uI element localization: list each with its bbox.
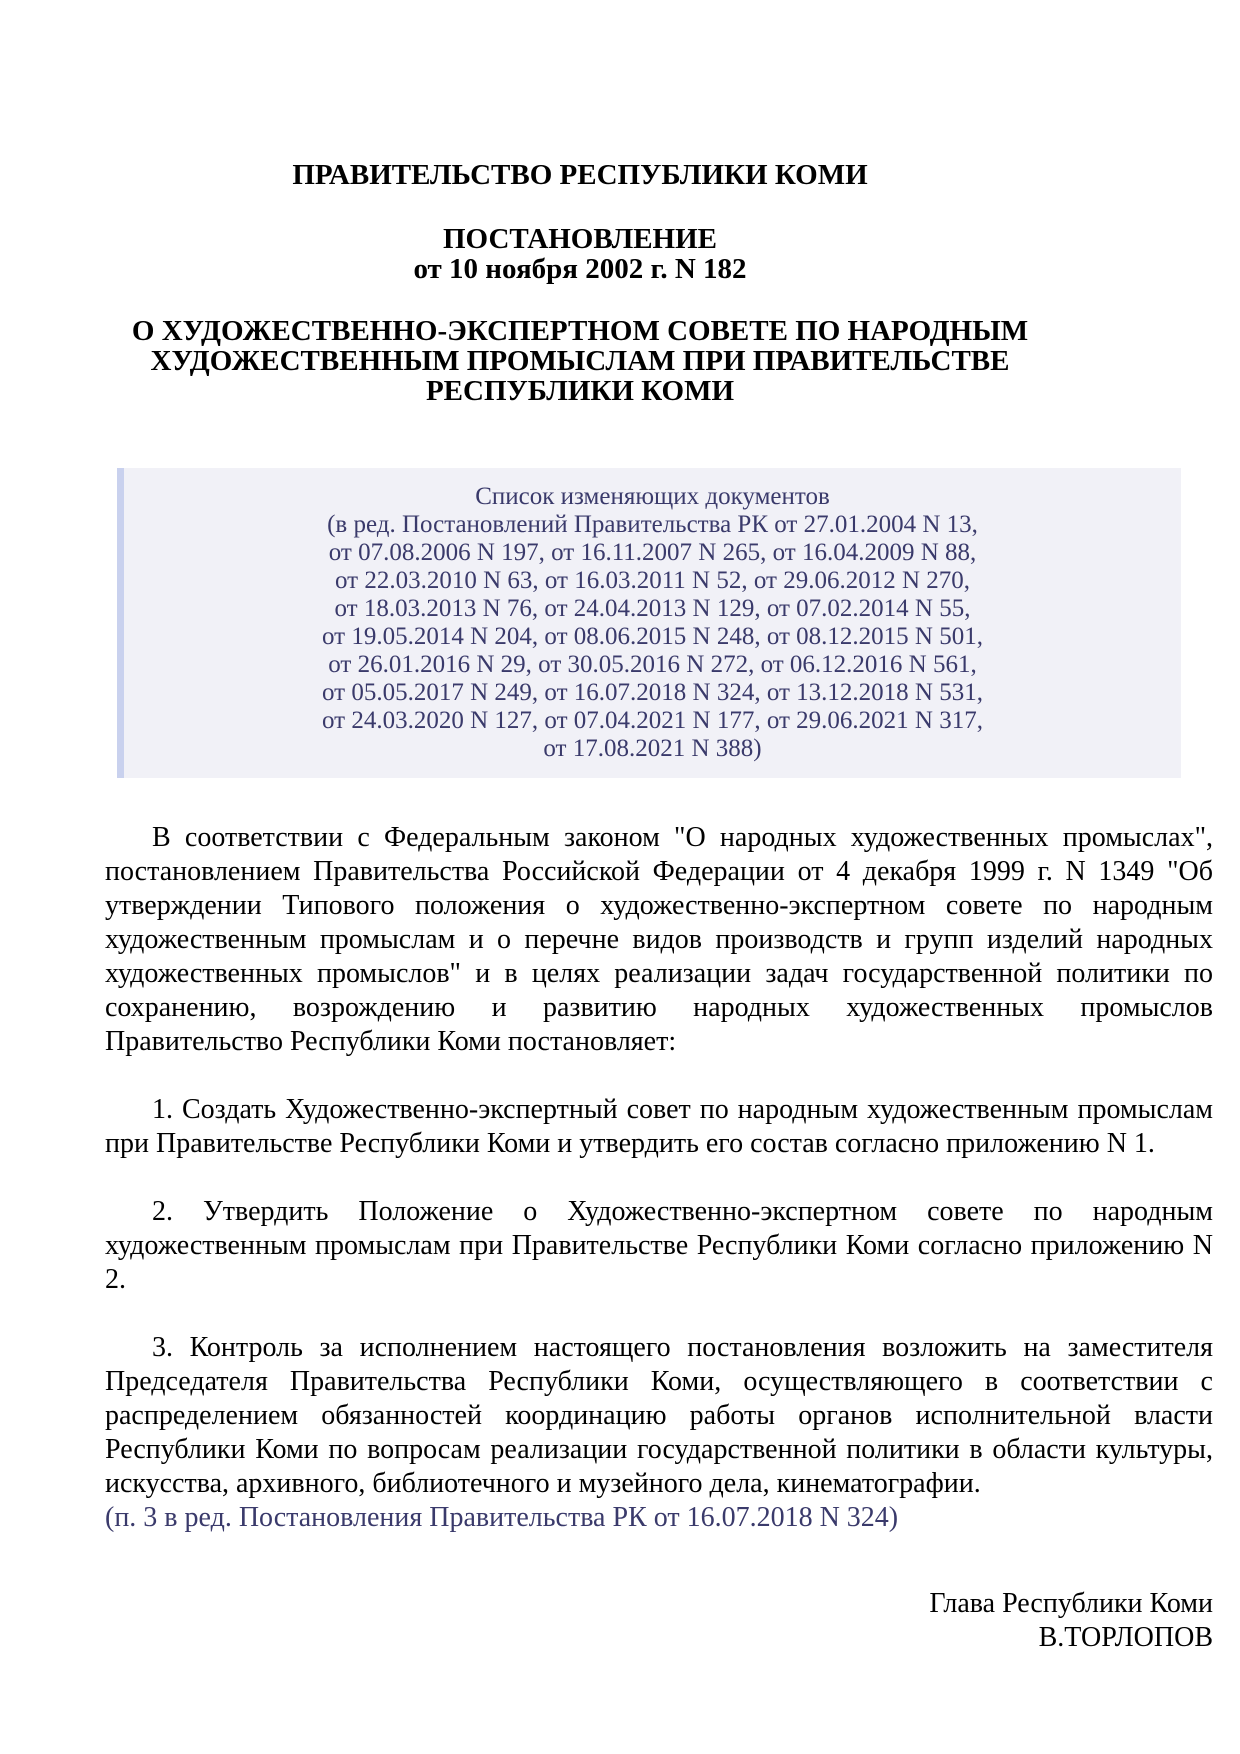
signature-block (105, 1587, 1213, 1655)
amendments-line: от 05.05.2017 N 249, от 16.07.2018 N 324, от 13.12.2018 N 531, (322, 679, 983, 706)
paragraph-item-2: 2. Утвердить Положение о Художественно-экспертном совете по народным художественным промыслам при Правительстве Республики Коми согласно приложению N 2. (105, 1196, 1213, 1295)
paragraph-item-1: 1. Создать Художественно-экспертный совет по народным художественным промыслам при Правительстве Республики Коми и утвердить его состав согласно приложению N 1. (105, 1094, 1213, 1159)
document-content (105, 0, 1213, 1655)
paragraph-item-3: 3. Контроль за исполнением настоящего постановления возложить на заместителя Председателя Правительства Республики Коми, осуществляющего в соответствии с распределением обязанностей координацию работы органов исполнительной власти Республики Коми по вопросам реализации государственной политики в области культуры, искусства, архивного, библиотечного и музейного дела, кинематографии. (105, 1332, 1213, 1499)
document-title-line: ХУДОЖЕСТВЕННЫМ ПРОМЫСЛАМ ПРИ ПРАВИТЕЛЬСТВЕ (150, 345, 1010, 377)
document-title-line: О ХУДОЖЕСТВЕННО-ЭКСПЕРТНОМ СОВЕТЕ ПО НАРОДНЫМ (131, 315, 1029, 347)
amendment-note: (п. 3 в ред. Постановления Правительства РК от 16.07.2018 N 324) (105, 1502, 899, 1533)
document-date-number: от 10 ноября 2002 г. N 182 (413, 253, 747, 285)
amendments-line: от 07.08.2006 N 197, от 16.11.2007 N 265, от 16.04.2009 N 88, (328, 539, 977, 566)
amendments-box (117, 468, 1181, 778)
document-title-line: РЕСПУБЛИКИ КОМИ (425, 375, 735, 407)
document-type: ПОСТАНОВЛЕНИЕ (442, 223, 717, 255)
document-title (105, 316, 1055, 406)
signature-name: В.ТОРЛОПОВ (1038, 1622, 1213, 1653)
amendments-line: от 18.03.2013 N 76, от 24.04.2013 N 129, от 07.02.2014 N 55, (334, 595, 971, 622)
amendments-line: от 22.03.2010 N 63, от 16.03.2011 N 52, от 29.06.2012 N 270, (334, 567, 971, 594)
title-block (105, 160, 1055, 406)
amendments-box-title: Список изменяющих документов (475, 483, 830, 510)
amendments-line: (в ред. Постановлений Правительства РК от 27.01.2004 N 13, (327, 511, 978, 538)
signature-position: Глава Республики Коми (929, 1588, 1213, 1619)
amendments-line: от 17.08.2021 N 388) (543, 735, 762, 762)
amendments-line: от 24.03.2020 N 127, от 07.04.2021 N 177, от 29.06.2021 N 317, (322, 707, 983, 734)
paragraph-preamble: В соответствии с Федеральным законом "О народных художественных промыслах", постановлением Правительства Российской Федерации от 4 декабря 1999 г. N 1349 "Об утверждении Типового положения о художественно-экспертном совете по народным художественным промыслам и о перечне видов производств и групп изделий народных художественных промыслов" и в целях реализации задач государственной политики по сохранению, возрождению и развитию народных художественных промыслов Правительство Республики Коми постановляет: (105, 822, 1213, 1057)
amendments-line: от 26.01.2016 N 29, от 30.05.2016 N 272, от 06.12.2016 N 561, (328, 651, 977, 678)
amendments-line: от 19.05.2014 N 204, от 08.06.2015 N 248, от 08.12.2015 N 501, (322, 623, 983, 650)
issuing-authority: ПРАВИТЕЛЬСТВО РЕСПУБЛИКИ КОМИ (292, 159, 868, 191)
